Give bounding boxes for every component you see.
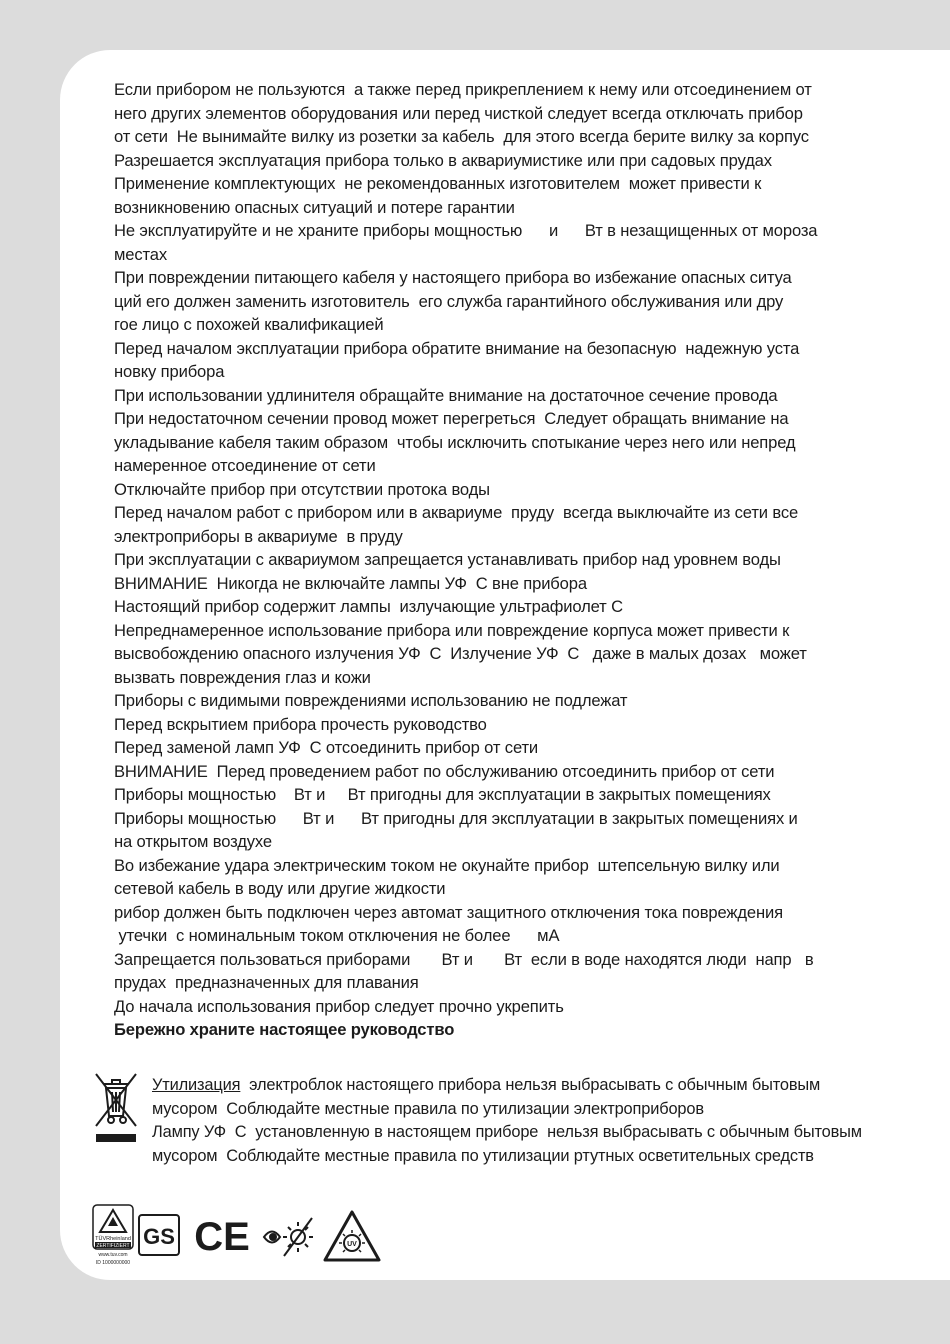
uv-label: UV	[347, 1241, 357, 1248]
disposal-section	[152, 1074, 882, 1168]
text-line: При использовании удлинителя обращайте внимание на достаточное сечение провода	[114, 385, 778, 405]
text-line: прудах предназначенных для плавания	[114, 973, 419, 992]
text-line: возникновению опасных ситуаций и потере гарантии	[114, 197, 515, 217]
crossed-wheelie-bin-icon	[92, 1070, 140, 1144]
text-line: него других элементов оборудования или перед чисткой следует всегда отключать прибор	[114, 103, 803, 123]
closing-note: Бережно храните настоящее руководство	[114, 1020, 455, 1039]
text-line: Непреднамеренное использование прибора или повреждение корпуса может привести к	[114, 620, 790, 640]
disposal-heading: Утилизация	[152, 1076, 241, 1094]
text-line: новку прибора	[114, 362, 225, 381]
no-eye-exposure-icon	[262, 1210, 316, 1264]
tuv-label: ID 1000000000	[95, 1260, 131, 1266]
tuv-certified-icon	[92, 1204, 134, 1268]
disposal-text: мусором Соблюдайте местные правила по утилизации ртутных осветительных средств	[152, 1146, 814, 1165]
ce-label: CE	[194, 1215, 250, 1256]
tuv-label: TÜVRheinland	[95, 1236, 131, 1242]
text-line: Запрещается пользоваться приборами Вт и Вт если в воде находятся люди напр в	[114, 949, 814, 969]
text-line: Перед началом работ с прибором или в аквариуме пруду всегда выключайте из сети все	[114, 503, 799, 522]
text-line: на открытом воздухе	[114, 832, 272, 851]
uv-warning-icon	[322, 1208, 382, 1264]
text-line: Отключайте прибор при отсутствии протока воды	[114, 479, 490, 499]
text-line: Приборы мощностью Вт и Вт пригодны для эксплуатации в закрытых помещениях и	[114, 808, 798, 828]
text-line: электроприборы в аквариуме в пруду	[114, 526, 403, 546]
disposal-text: электроблок настоящего прибора нельзя выбрасывать с обычным бытовым	[240, 1076, 821, 1094]
text-line: сетевой кабель в воду или другие жидкости	[114, 879, 446, 898]
tuv-label: ZERTIFIZIERT	[96, 1243, 130, 1249]
text-line: При повреждении питающего кабеля у настоящего прибора во избежание опасных ситуа	[114, 268, 792, 287]
text-line: Не эксплуатируйте и не храните приборы мощностью и Вт в незащищенных от мороза	[114, 221, 818, 240]
text-line: При недостаточном сечении провод может перегреться Следует обращать внимание на	[114, 409, 789, 428]
text-line: ВНИМАНИЕ Перед проведением работ по обслуживанию отсоединить прибор от сети	[114, 761, 775, 781]
text-line: рибор должен быть подключен через автомат защитного отключения тока повреждения	[114, 902, 783, 922]
text-line: При эксплуатации с аквариумом запрещается устанавливать прибор над уровнем воды	[114, 550, 781, 569]
text-line: высвобождению опасного излучения УФ С Излучение УФ С даже в малых дозах может	[114, 644, 807, 663]
text-line: Приборы мощностью Вт и Вт пригодны для эксплуатации в закрытых помещениях	[114, 785, 771, 804]
text-line: Перед началом эксплуатации прибора обратите внимание на безопасную надежную уста	[114, 338, 800, 358]
safety-instructions	[114, 78, 874, 1042]
text-line: местах	[114, 244, 167, 264]
text-line: Перед заменой ламп УФ С отсоединить прибор от сети	[114, 738, 539, 757]
disposal-text: мусором Соблюдайте местные правила по утилизации электроприборов	[152, 1099, 704, 1118]
text-line: Применение комплектующих не рекомендованных изготовителем может привести к	[114, 174, 762, 193]
ce-mark-icon	[192, 1214, 252, 1256]
text-line: Перед вскрытием прибора прочесть руководство	[114, 714, 487, 734]
text-line: ций его должен заменить изготовитель его служба гарантийного обслуживания или дру	[114, 291, 784, 311]
text-line: Если прибором не пользуются а также перед прикреплением к нему или отсоединением от	[114, 80, 812, 99]
text-line: Приборы с видимыми повреждениями использованию не подлежат	[114, 691, 628, 710]
text-line: от сети Не вынимайте вилку из розетки за кабель для этого всегда берите вилку за корпус	[114, 127, 809, 146]
disposal-text: Лампу УФ С установленную в настоящем приборе нельзя выбрасывать с обычным бытовым	[152, 1123, 862, 1141]
text-line: вызвать повреждения глаз и кожи	[114, 667, 371, 687]
text-line: утечки с номинальным током отключения не более мА	[114, 926, 560, 945]
text-line: укладывание кабеля таким образом чтобы исключить спотыкание через него или непред	[114, 432, 796, 452]
text-line: ВНИМАНИЕ Никогда не включайте лампы УФ С вне прибора	[114, 573, 587, 593]
text-line: Настоящий прибор содержит лампы излучающие ультрафиолет С	[114, 597, 623, 616]
gs-label: GS	[143, 1224, 175, 1249]
text-line: гое лицо с похожей квалификацией	[114, 315, 384, 334]
tuv-label: www.tuv.com	[98, 1252, 128, 1258]
text-line: Разрешается эксплуатация прибора только в аквариумистике или при садовых прудах	[114, 150, 772, 170]
text-line: До начала использования прибор следует прочно укрепить	[114, 996, 564, 1016]
text-line: Во избежание удара электрическим током не окунайте прибор штепсельную вилку или	[114, 855, 780, 875]
text-line: намеренное отсоединение от сети	[114, 456, 376, 475]
gs-mark-icon	[138, 1214, 180, 1256]
